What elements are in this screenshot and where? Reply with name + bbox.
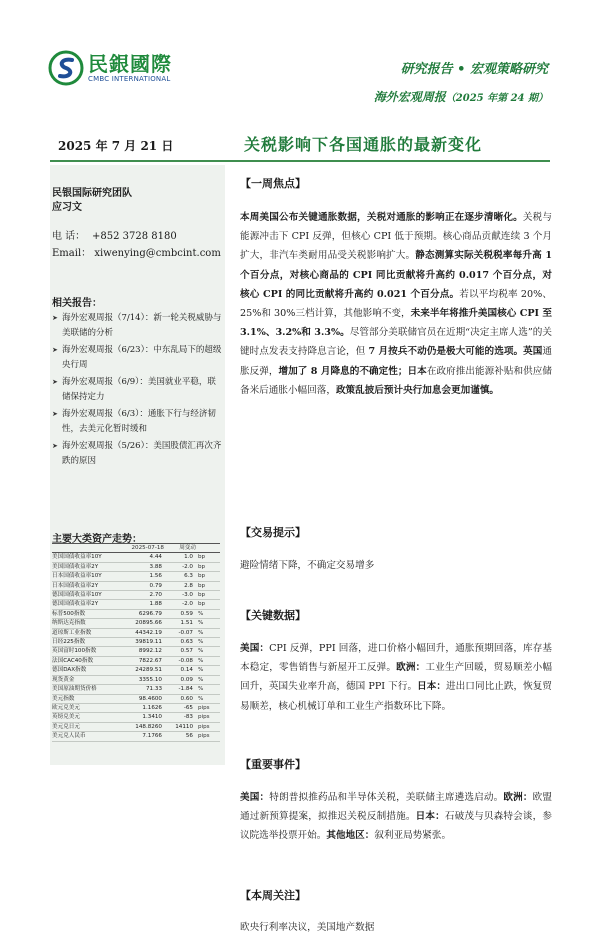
- related-reports-heading: 相关报告：: [52, 298, 102, 309]
- market-table-row: [52, 732, 220, 741]
- asset-unit: bp: [196, 600, 220, 609]
- asset-change: 0.14: [164, 666, 196, 675]
- trade-heading: 【交易提示】: [240, 526, 306, 539]
- asset-unit: %: [196, 609, 220, 618]
- asset-unit: bp: [196, 591, 220, 600]
- market-table-header: [52, 544, 220, 553]
- phone-line: [52, 230, 177, 244]
- market-table-row: [52, 638, 220, 647]
- brand-logo: [48, 50, 172, 86]
- asset-unit: pips: [196, 722, 220, 731]
- market-table: [52, 543, 220, 742]
- asset-unit: %: [196, 666, 220, 675]
- phone-label: 电 话：: [52, 231, 86, 242]
- asset-unit: pips: [196, 713, 220, 722]
- assets-heading: 主要大类资产走势：: [52, 534, 142, 545]
- asset-name: 欧元兑美元: [52, 703, 122, 712]
- asset-value: 1.88: [122, 600, 164, 609]
- asset-change: 56: [164, 732, 196, 741]
- market-table-row: [52, 628, 220, 637]
- asset-value: 39819.11: [122, 638, 164, 647]
- brand-name-en: CMBC INTERNATIONAL: [88, 74, 171, 83]
- col-asset: [52, 544, 122, 553]
- asset-unit: %: [196, 647, 220, 656]
- asset-name: 英镑兑美元: [52, 713, 122, 722]
- asset-name: 德国DAX指数: [52, 666, 122, 675]
- arrow-right-icon: ➤: [52, 314, 58, 322]
- asset-value: 4.44: [122, 553, 164, 562]
- asset-unit: %: [196, 628, 220, 637]
- asset-change: 0.09: [164, 675, 196, 684]
- focus-paragraph: 本周美国公布关键通胀数据，关税对通胀的影响正在逐步清晰化。关税与能源冲击下 CPI 反弹，但核心 CPI 低于预期。核心商品贡献连续 3 个月扩大，非汽车类耐用品受关税影响扩大。静态测算实际关税税率每升高 1 个百分点，对核心商品的 CPI 同比贡献将升高约 0.017 个百分点，对核心 CPI 的同比贡献将升高约 0.021 个百分点。若以平均税率 20%、25%和 30%三档计算，其他影响不变，未来半年将推升美国核心 CPI 至 3.1%、3.2%和 3.3%。尽管部分美联储官员在近期“决定主席人选”的关键时点发表支持降息言论，但 7 月按兵不动仍是极大可能的选项。英国通胀反弹，增加了 8 月降息的不确定性；日本在政府推出能源补贴和供应储备米后通胀小幅回落，政策乱披后预计央行加息会更加谨慎。: [240, 212, 553, 396]
- asset-name: 美元指数: [52, 694, 122, 703]
- page-title: 关税影响下各国通胀的最新变化: [244, 135, 483, 154]
- arrow-right-icon: ➤: [52, 346, 58, 354]
- market-table-row: [52, 722, 220, 731]
- asset-unit: bp: [196, 572, 220, 581]
- asset-unit: pips: [196, 703, 220, 712]
- watch-paragraph: 欧央行利率决议，美国地产数据: [240, 922, 375, 933]
- research-team: 民银国际研究团队: [52, 188, 132, 199]
- asset-name: 日本国债收益率10Y: [52, 572, 122, 581]
- asset-value: 3.88: [122, 562, 164, 571]
- related-report-item[interactable]: [50, 407, 222, 436]
- asset-change: -0.08: [164, 656, 196, 665]
- asset-change: -83: [164, 713, 196, 722]
- related-report-item[interactable]: [50, 311, 222, 340]
- asset-value: 8992.12: [122, 647, 164, 656]
- series-name: 海外宏观周报: [373, 90, 446, 104]
- market-table-row: [52, 713, 220, 722]
- related-reports-list: [50, 311, 222, 471]
- asset-change: 6.3: [164, 572, 196, 581]
- market-table-row: [52, 591, 220, 600]
- events-paragraph: 美国：特朗普拟推药品和半导体关税，美联储主席遴选启动。欧洲：欧盟通过新预算提案，拟推迟关税反制措施。日本：石破茂与贝森特会谈，参议院选举投票开始。其他地区：叙利亚局势紧张。: [240, 792, 553, 842]
- report-type: 研究报告 • 宏观策略研究: [400, 62, 548, 77]
- email-label: Email：: [52, 248, 92, 259]
- report-series: [374, 88, 548, 105]
- brand-mark-icon: [48, 50, 84, 86]
- asset-name: 英国富时100指数: [52, 647, 122, 656]
- asset-name: 日本国债收益率2Y: [52, 581, 122, 590]
- phone-number: +852 3728 8180: [92, 231, 177, 242]
- col-change: 周变动: [164, 544, 196, 553]
- market-table-row: [52, 572, 220, 581]
- asset-name: 标普500指数: [52, 609, 122, 618]
- asset-unit: %: [196, 675, 220, 684]
- trade-paragraph: 避险情绪下降，不确定交易增多: [240, 560, 375, 571]
- asset-value: 44342.19: [122, 628, 164, 637]
- asset-value: 1.1626: [122, 703, 164, 712]
- asset-change: -0.07: [164, 628, 196, 637]
- asset-value: 0.79: [122, 581, 164, 590]
- asset-value: 24289.51: [122, 666, 164, 675]
- market-table-row: [52, 685, 220, 694]
- author-name: 应习文: [52, 202, 82, 213]
- market-table-row: [52, 600, 220, 609]
- asset-value: 148.8260: [122, 722, 164, 731]
- related-report-item[interactable]: [50, 375, 222, 404]
- events-heading: 【重要事件】: [240, 758, 306, 771]
- asset-unit: %: [196, 619, 220, 628]
- asset-name: 纳斯达克指数: [52, 619, 122, 628]
- asset-change: 1.0: [164, 553, 196, 562]
- asset-name: 现货黄金: [52, 675, 122, 684]
- market-table-row: [52, 666, 220, 675]
- market-table-row: [52, 647, 220, 656]
- asset-value: 3355.10: [122, 675, 164, 684]
- series-issue: （2025 年第 24 期）: [445, 93, 548, 104]
- asset-value: 7.1766: [122, 732, 164, 741]
- asset-change: 1.51: [164, 619, 196, 628]
- asset-change: -3.0: [164, 591, 196, 600]
- market-table-row: [52, 609, 220, 618]
- asset-name: 美国原油期货价格: [52, 685, 122, 694]
- market-table-row: [52, 619, 220, 628]
- asset-unit: bp: [196, 581, 220, 590]
- arrow-right-icon: ➤: [52, 378, 58, 386]
- asset-unit: bp: [196, 562, 220, 571]
- asset-name: 道琼斯工业指数: [52, 628, 122, 637]
- asset-name: 美国国债收益率10Y: [52, 553, 122, 562]
- asset-unit: pips: [196, 732, 220, 741]
- market-table-body: [52, 553, 220, 741]
- data-heading: 【关键数据】: [240, 609, 306, 622]
- related-report-title: 海外宏观周报（6/23）：中东乱局下的超级央行周: [62, 345, 222, 370]
- email-line: [52, 247, 221, 261]
- related-report-title: 海外宏观周报（6/9）：美国就业平稳，联储保持定力: [62, 377, 216, 402]
- asset-value: 7822.67: [122, 656, 164, 665]
- asset-change: 0.63: [164, 638, 196, 647]
- asset-change: 14110: [164, 722, 196, 731]
- data-paragraph: 美国：CPI 反弹，PPI 回落，进口价格小幅回升，通胀预期回落，库存基本稳定，零售销售与新屋开工反弹。欧洲：工业生产回暖，贸易顺差小幅回升，英国失业率升高，德国 PPI 下行。日本：进出口同比止跌，恢复贸易顺差，核心机械订单和工业生产指数环比下降。: [240, 643, 553, 712]
- asset-change: 0.60: [164, 694, 196, 703]
- market-table-row: [52, 703, 220, 712]
- market-table-row: [52, 581, 220, 590]
- asset-change: -1.84: [164, 685, 196, 694]
- arrow-right-icon: ➤: [52, 442, 58, 450]
- header-divider: [50, 160, 550, 162]
- arrow-right-icon: ➤: [52, 410, 58, 418]
- asset-name: 日经225指数: [52, 638, 122, 647]
- asset-value: 2.70: [122, 591, 164, 600]
- asset-name: 法国CAC40指数: [52, 656, 122, 665]
- asset-name: 美国国债收益率2Y: [52, 562, 122, 571]
- related-report-title: 海外宏观周报（5/26）：美国股债汇再次齐跌的原因: [62, 441, 222, 466]
- asset-unit: %: [196, 685, 220, 694]
- related-report-item[interactable]: [50, 343, 222, 372]
- market-table-row: [52, 553, 220, 562]
- asset-name: 德国国债收益率10Y: [52, 591, 122, 600]
- related-report-title: 海外宏观周报（6/3）：通胀下行与经济韧性，去美元化暂时缓和: [62, 409, 216, 434]
- watch-heading: 【本周关注】: [240, 889, 306, 902]
- asset-change: 0.59: [164, 609, 196, 618]
- focus-heading: 【一周焦点】: [240, 177, 306, 190]
- asset-unit: %: [196, 656, 220, 665]
- market-table-row: [52, 675, 220, 684]
- sidebar: [50, 165, 225, 765]
- brand-name-cn: 民銀國際: [88, 51, 172, 76]
- asset-unit: %: [196, 638, 220, 647]
- asset-value: 1.3410: [122, 713, 164, 722]
- asset-change: -2.0: [164, 562, 196, 571]
- asset-name: 美元兑日元: [52, 722, 122, 731]
- report-date: 2025 年 7 月 21 日: [58, 139, 174, 153]
- asset-unit: %: [196, 694, 220, 703]
- asset-change: 0.57: [164, 647, 196, 656]
- asset-value: 6296.79: [122, 609, 164, 618]
- col-unit: [196, 544, 220, 553]
- asset-change: 2.8: [164, 581, 196, 590]
- asset-value: 1.56: [122, 572, 164, 581]
- related-report-item[interactable]: [50, 439, 222, 468]
- asset-value: 71.33: [122, 685, 164, 694]
- asset-unit: bp: [196, 553, 220, 562]
- related-report-title: 海外宏观周报（7/14）：新一轮关税威胁与美联储的分析: [62, 313, 222, 338]
- market-table-row: [52, 656, 220, 665]
- email-address[interactable]: xiwenying@cmbcint.com: [94, 248, 221, 259]
- market-table-row: [52, 562, 220, 571]
- asset-value: 98.4600: [122, 694, 164, 703]
- asset-change: -65: [164, 703, 196, 712]
- market-table-row: [52, 694, 220, 703]
- asset-name: 德国国债收益率2Y: [52, 600, 122, 609]
- asset-change: -2.0: [164, 600, 196, 609]
- asset-name: 美元兑人民币: [52, 732, 122, 741]
- col-date: 2025-07-18: [122, 544, 164, 553]
- asset-value: 20895.66: [122, 619, 164, 628]
